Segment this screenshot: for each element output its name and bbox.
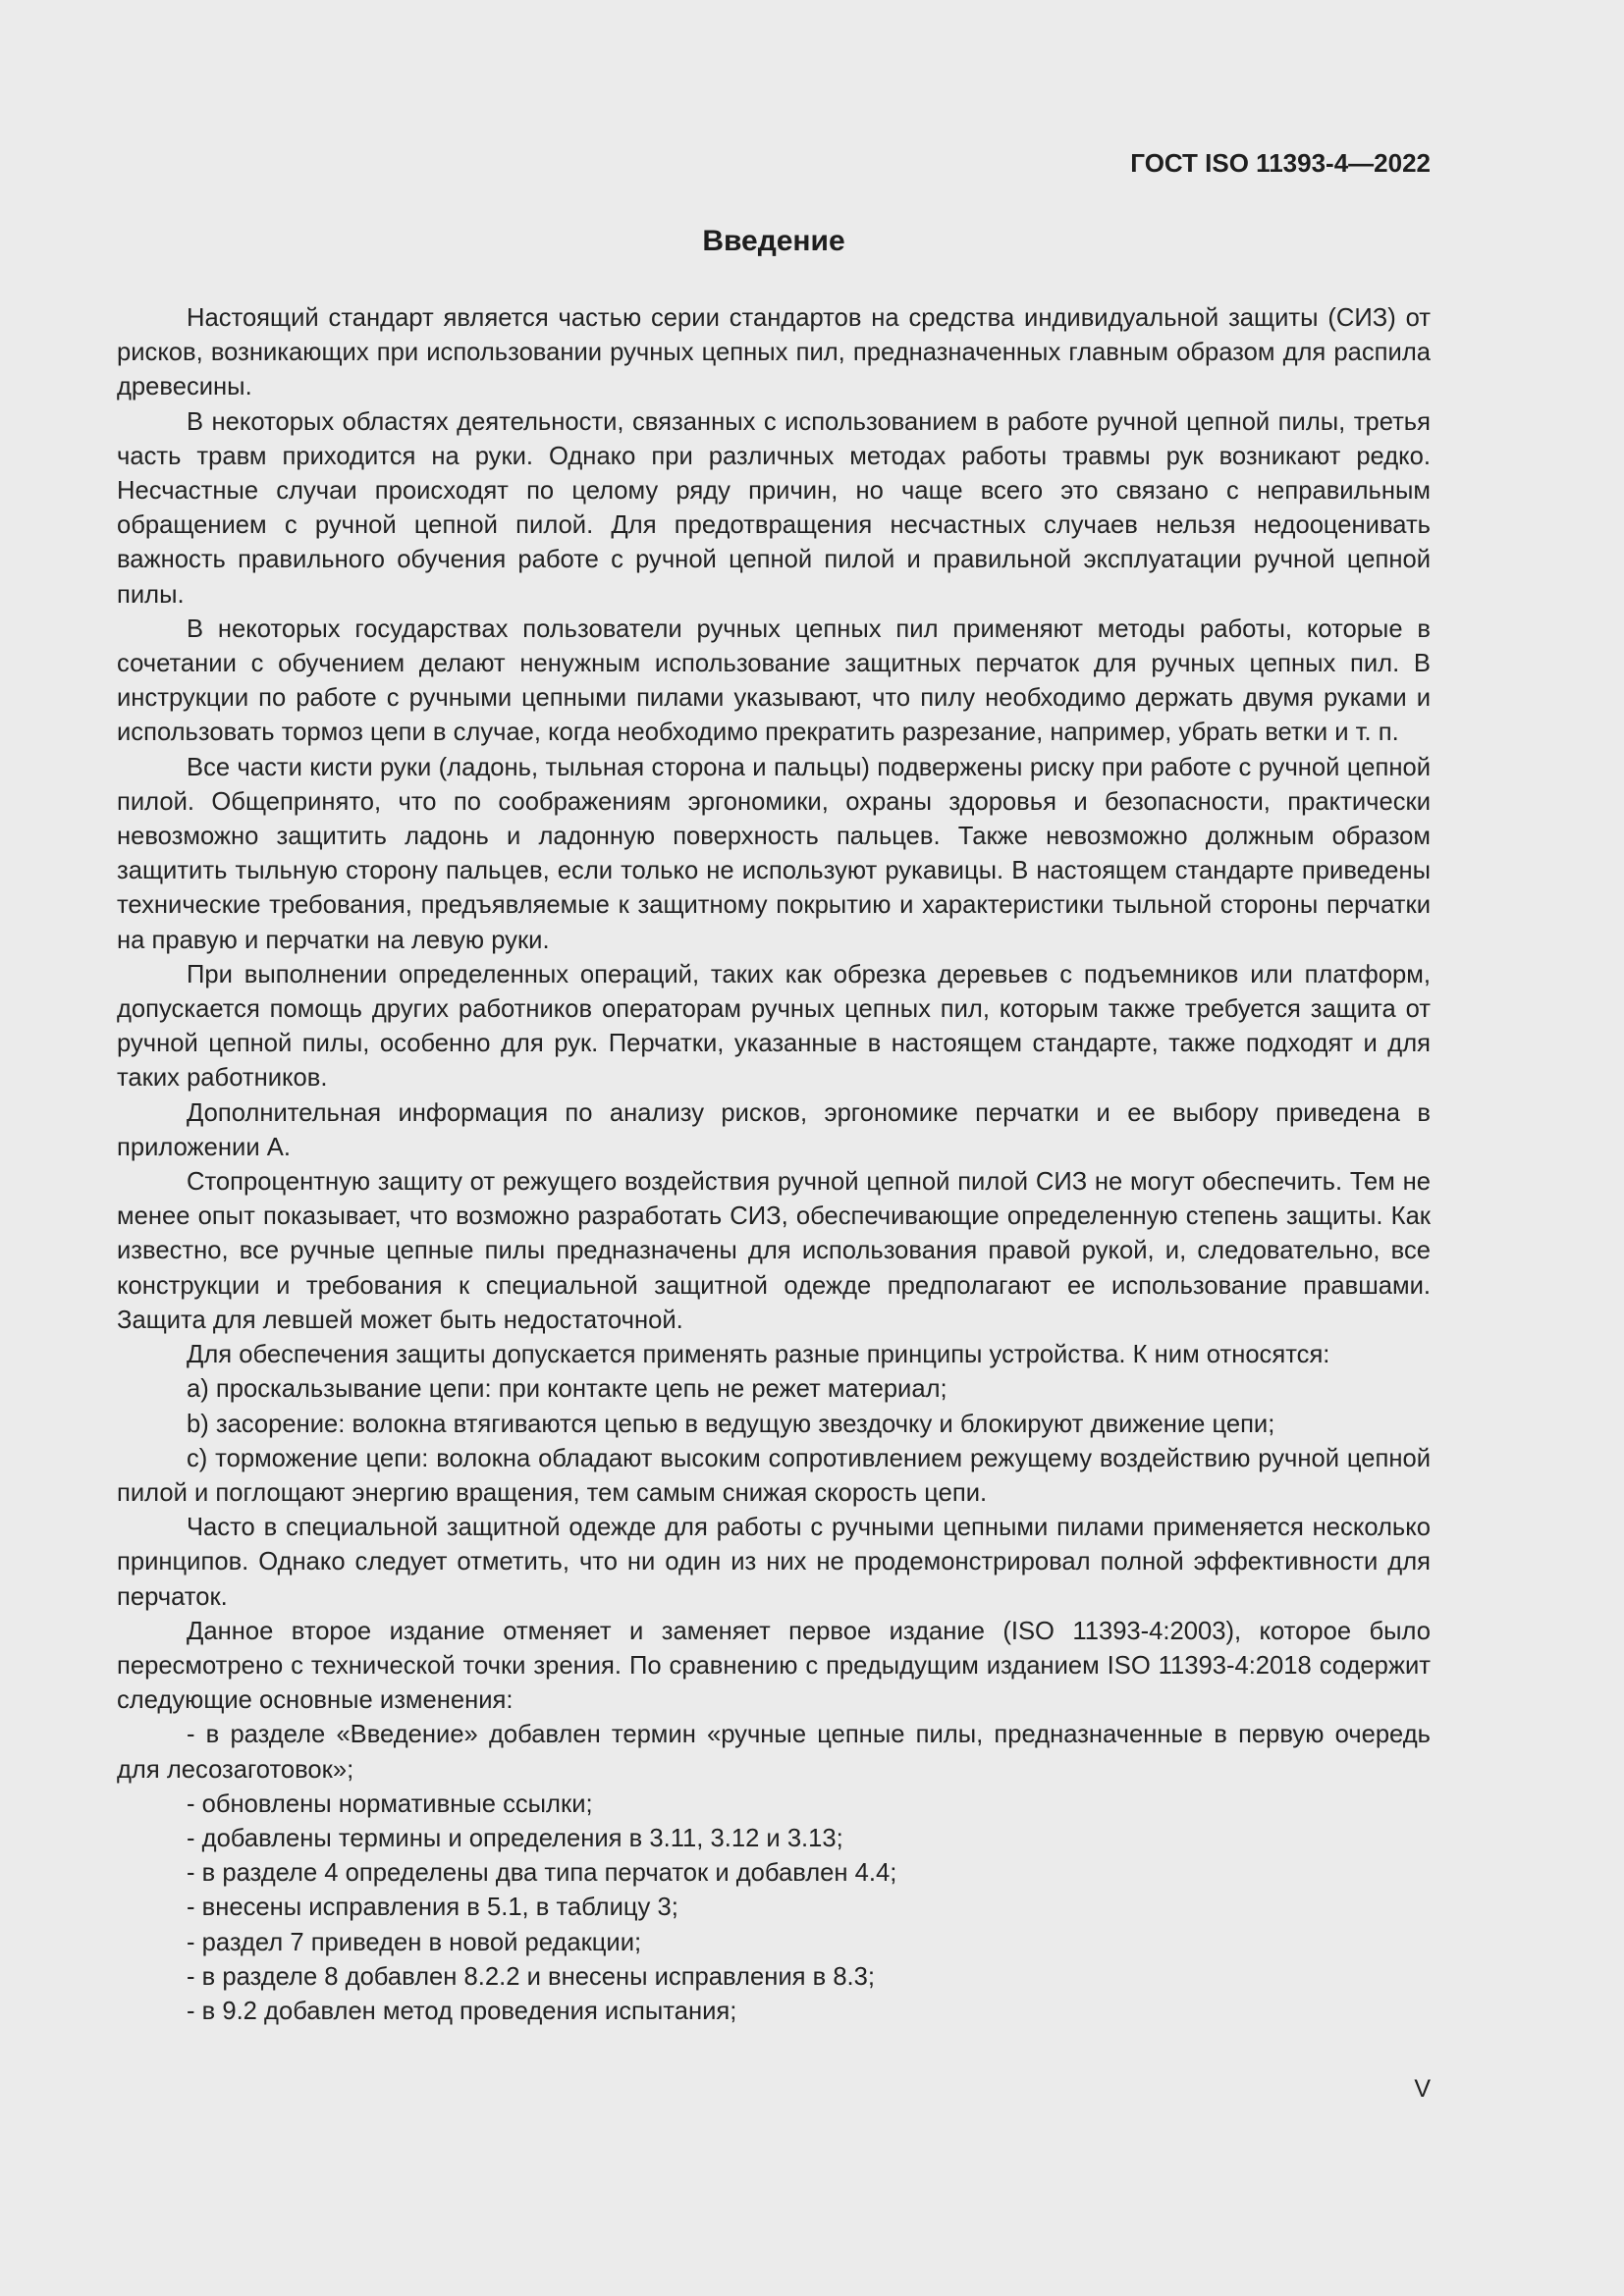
paragraph: Данное второе издание отменяет и заменяет первое издание (ISO 11393-4:2003), которое было пересмотрено с технической точки зрения. По сравнению с предыдущим изданием ISO 11393-4:2018 содержит следующие основные изменения: [117,1617,1431,1715]
paragraph: Для обеспечения защиты допускается применять разные принципы устройства. К ним относятся: [187,1341,1330,1369]
paragraph: Стопроцентную защиту от режущего воздействия ручной цепной пилой СИЗ не могут обеспечить. Тем не менее опыт показывает, что возможно разработать СИЗ, обеспечивающие определенную степень защиты. Как известно, все ручные цепные пилы предназначены для использования правой рукой, и, следовательно, все конструкции и требования к специальной защитной одежде предполагают ее использование правшами. Защита для левшей может быть недостаточной. [117,1168,1431,1334]
principle-item: c) торможение цепи: волокна обладают высоким сопротивлением режущему воздействию ручной цепной пилой и поглощают энергию вращения, тем самым снижая скорость цепи. [117,1444,1431,1507]
change-item: - в разделе «Введение» добавлен термин «ручные цепные пилы, предназначенные в первую очередь для лесозаготовок»; [117,1721,1431,1784]
paragraph: При выполнении определенных операций, таких как обрезка деревьев с подъемников или платформ, допускается помощь других работников операторам ручных цепных пил, которым также требуется защита от ручной цепной пилы, особенно для рук. Перчатки, указанные в настоящем стандарте, также подходят и для таких работников. [117,960,1431,1093]
body-text [117,301,1431,2029]
paragraph: В некоторых государствах пользователи ручных цепных пил применяют методы работы, которые в сочетании с обучением делают ненужным использование защитных перчаток для ручных цепных пил. В инструкции по работе с ручными цепными пилами указывают, что пилу необходимо держать двумя руками и использовать тормоз цепи в случае, когда необходимо прекратить разрезание, например, убрать ветки и т. п. [117,614,1431,747]
principle-item: b) засорение: волокна втягиваются цепью в ведущую звездочку и блокируют движение цепи; [187,1410,1275,1438]
principle-item: a) проскальзывание цепи: при контакте цепь не режет материал; [187,1375,947,1404]
paragraph: Часто в специальной защитной одежде для работы с ручными цепными пилами применяется несколько принципов. Однако следует отметить, что ни один из них не продемонстрировал полной эффективности для перчаток. [117,1514,1431,1611]
change-item: - обновлены нормативные ссылки; [187,1789,593,1818]
paragraph: В некоторых областях деятельности, связанных с использованием в работе ручной цепной пилы, третья часть травм приходится на руки. Однако при различных методах работы травмы рук возникают редко. Несчастные случаи происходят по целому ряду причин, но чаще всего это связано с неправильным обращением с ручной цепной пилой. Для предотвращения несчастных случаев нельзя недооценивать важность правильного обучения работе с ручной цепной пилой и правильной эксплуатации ручной цепной пилы. [117,407,1431,609]
paragraph: Дополнительная информация по анализу рисков, эргономике перчатки и ее выбору приведена в приложении А. [117,1098,1431,1161]
change-item: - раздел 7 приведен в новой редакции; [187,1928,642,1956]
change-item: - в разделе 8 добавлен 8.2.2 и внесены исправления в 8.3; [187,1962,876,1991]
change-item: - в 9.2 добавлен метод проведения испытания; [187,1997,737,2025]
paragraph: Все части кисти руки (ладонь, тыльная сторона и пальцы) подвержены риску при работе с ручной цепной пилой. Общепринято, что по соображениям эргономики, охраны здоровья и безопасности, практически невозможно защитить ладонь и ладонную поверхность пальцев. Также невозможно должным образом защитить тыльную сторону пальцев, если только не используют рукавицы. В настоящем стандарте приведены технические требования, предъявляемые к защитному покрытию и характеристики тыльной стороны перчатки на правую и перчатки на левую руки. [117,753,1431,954]
paragraph: Настоящий стандарт является частью серии стандартов на средства индивидуальной защиты (СИЗ) от рисков, возникающих при использовании ручных цепных пил, предназначенных главным образом для распила древесины. [117,304,1431,401]
page-number: V [1414,2075,1431,2103]
change-item: - добавлены термины и определения в 3.11, 3.12 и 3.13; [187,1824,843,1852]
section-title: Введение [702,225,845,257]
document-header: ГОСТ ISO 11393-4—2022 [1130,148,1431,178]
change-item: - в разделе 4 определены два типа перчаток и добавлен 4.4; [187,1859,897,1888]
change-item: - внесены исправления в 5.1, в таблицу 3; [187,1894,678,1922]
